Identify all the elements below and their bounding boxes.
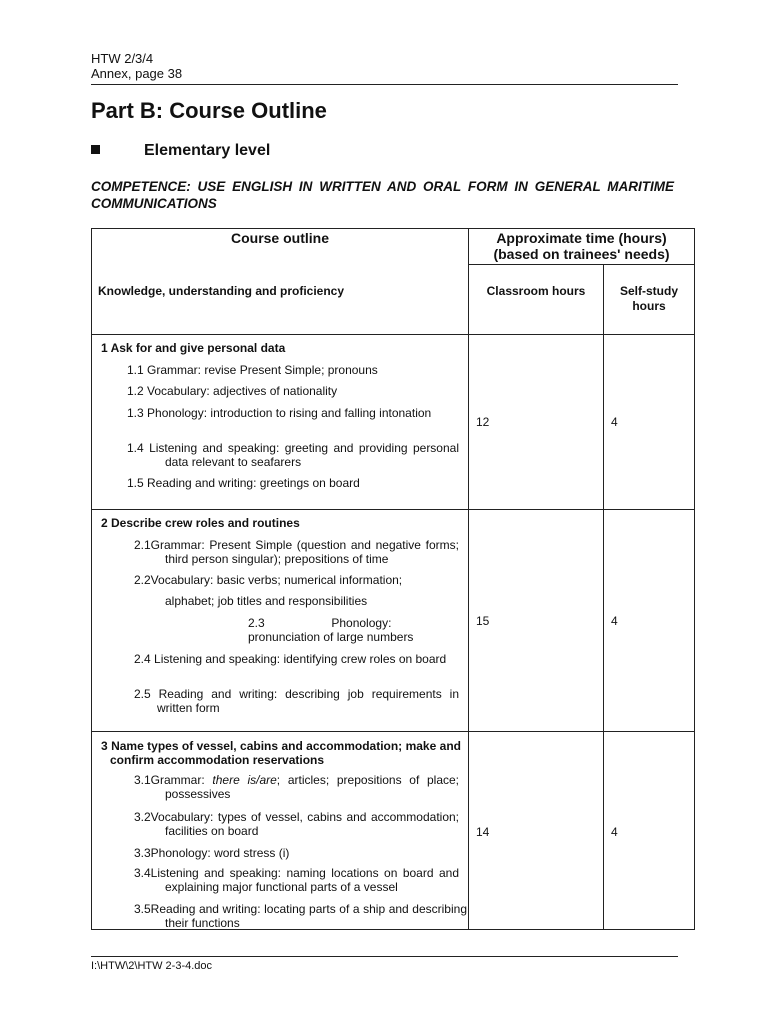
section-1-title: 1 Ask for and give personal data xyxy=(101,341,286,355)
col-kup: Knowledge, understanding and proficiency xyxy=(98,284,345,298)
table-border-left xyxy=(91,228,92,929)
header-rule xyxy=(91,84,678,85)
section-1-item-4: 1.4 Listening and speaking: greeting and providing personal data relevant to seafarers xyxy=(127,441,459,469)
section-2-item-2: 2.2Vocabulary: basic verbs; numerical information; xyxy=(134,573,403,587)
section-3-item-1-italic: there is/are xyxy=(212,773,277,787)
section-1-item-3: 1.3 Phonology: introduction to rising and falling intonation xyxy=(127,406,432,420)
section-3-item-4: 3.4Listening and speaking: naming locations on board and explaining major functional parts of a vessel xyxy=(134,866,459,894)
section-2-title: 2 Describe crew roles and routines xyxy=(101,516,300,530)
col-selfstudy-line2: hours xyxy=(632,299,666,313)
section-2-item-4: 2.4 Listening and speaking: identifying crew roles on board xyxy=(134,652,447,666)
annex-page: Annex, page 38 xyxy=(91,66,183,81)
section-2-item-3: 2.3 Phonology: xyxy=(248,616,392,630)
col-time-line2: (based on trainees' needs) xyxy=(493,246,670,262)
section-3-item-5: 3.5Reading and writing: locating parts of a ship and describing their functions xyxy=(134,902,467,930)
section-1-item-1: 1.1 Grammar: revise Present Simple; pronouns xyxy=(127,363,378,377)
section-3-item-3: 3.3Phonology: word stress (i) xyxy=(134,846,290,860)
col-divider-1 xyxy=(468,228,469,929)
col-course-outline: Course outline xyxy=(230,230,329,246)
section-1-item-2: 1.2 Vocabulary: adjectives of nationality xyxy=(127,384,338,398)
header-bottom-rule xyxy=(91,334,695,335)
section-1-selfstudy-hours: 4 xyxy=(611,415,618,429)
competence-statement: COMPETENCE: USE ENGLISH IN WRITTEN AND ORAL FORM IN GENERAL MARITIME COMMUNICATIONS xyxy=(91,179,674,211)
section-2-item-5: 2.5 Reading and writing: describing job requirements in written form xyxy=(134,687,459,715)
section1-bottom-rule xyxy=(91,509,695,510)
section-2-item-1: 2.1Grammar: Present Simple (question and negative forms; third person singular); prepositions of time xyxy=(134,538,459,566)
section-1-item-5: 1.5 Reading and writing: greetings on board xyxy=(127,476,360,490)
col-approx-time xyxy=(469,230,694,262)
section-3-item-2: 3.2Vocabulary: types of vessel, cabins and accommodation; facilities on board xyxy=(134,810,459,838)
section-1-classroom-hours: 12 xyxy=(476,415,490,429)
section-2-item-3-cont: pronunciation of large numbers xyxy=(248,630,414,644)
doc-id: HTW 2/3/4 xyxy=(91,51,154,66)
table-border-top xyxy=(91,228,695,229)
section-3-title: 3 Name types of vessel, cabins and accommodation; make and confirm accommodation reservations xyxy=(101,739,461,767)
col-classroom-hours: Classroom hours xyxy=(486,284,586,298)
section-3-item-1-rest: ; articles; prepositions of place; possessives xyxy=(165,773,460,801)
section-3-item-1-lead: 3.1Grammar: xyxy=(134,773,213,787)
footer-path: I:\HTW\2\HTW 2-3-4.doc xyxy=(91,960,213,972)
col-selfstudy-line1: Self-study xyxy=(619,284,678,298)
section2-bottom-rule xyxy=(91,731,695,732)
square-bullet-icon xyxy=(91,145,100,154)
section-2-selfstudy-hours: 4 xyxy=(611,614,618,628)
footer-rule xyxy=(91,956,678,957)
running-header xyxy=(91,51,182,81)
section-3-item-1 xyxy=(134,773,459,801)
table-border-right xyxy=(694,228,695,929)
col-divider-2 xyxy=(603,264,604,929)
level-heading xyxy=(91,142,270,160)
section-2-item-2-cont: alphabet; job titles and responsibilities xyxy=(165,594,368,608)
time-header-divider xyxy=(468,264,695,265)
section-2-classroom-hours: 15 xyxy=(476,614,490,628)
col-selfstudy-hours xyxy=(604,284,694,314)
section-3-classroom-hours: 14 xyxy=(476,825,490,839)
section-3-selfstudy-hours: 4 xyxy=(611,825,618,839)
page-title: Part B: Course Outline xyxy=(91,98,327,123)
level-label: Elementary level xyxy=(144,142,271,159)
col-time-line1: Approximate time (hours) xyxy=(496,230,667,246)
